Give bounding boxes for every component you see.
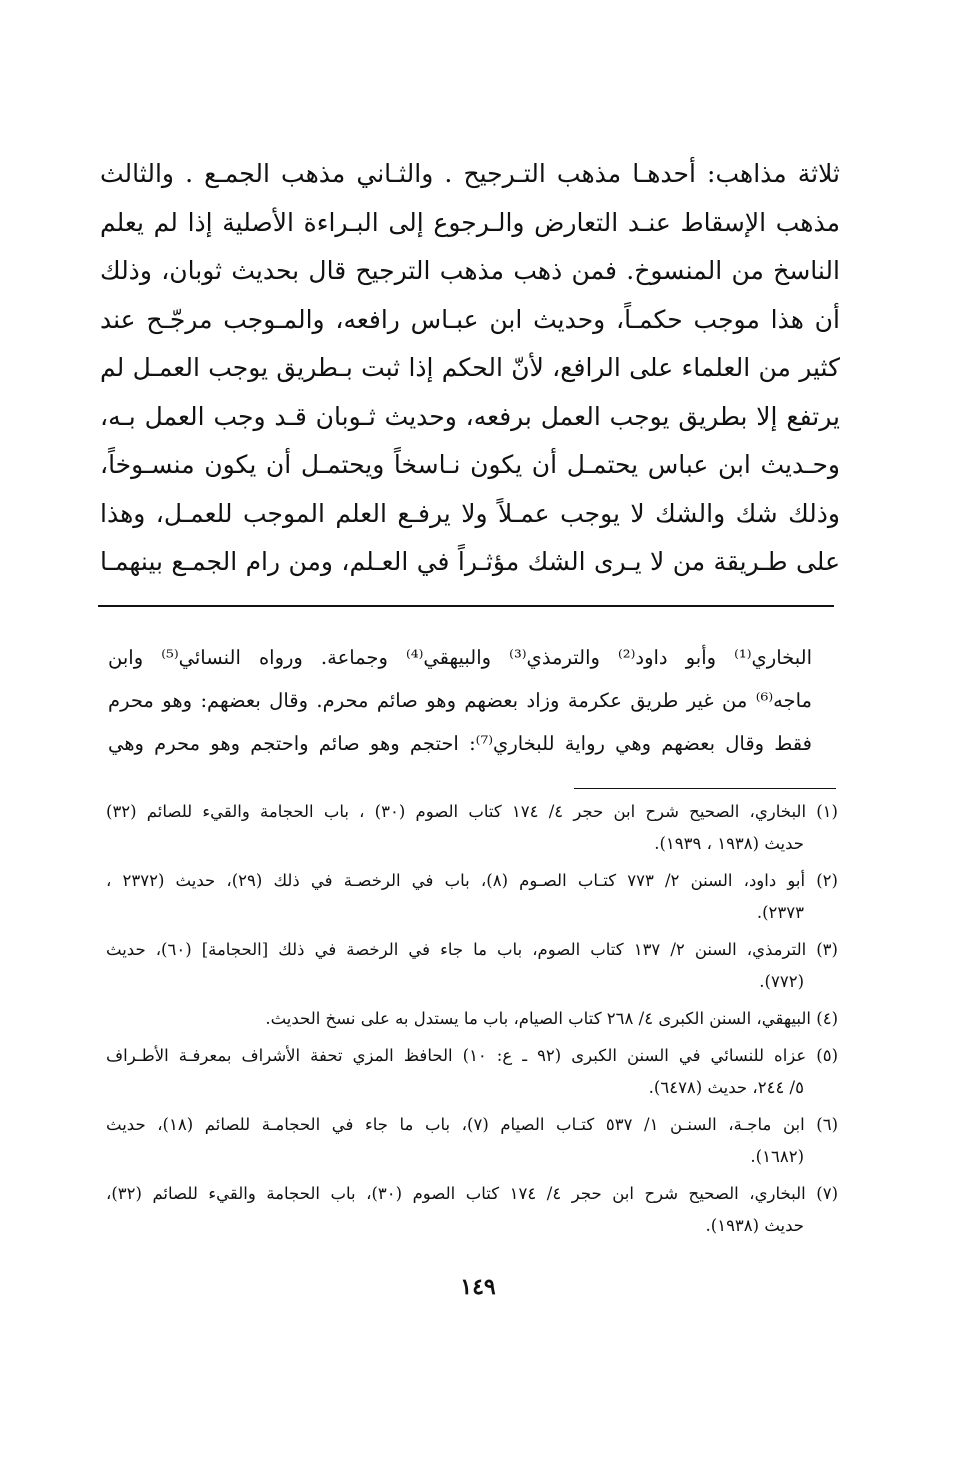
- main-text-line: مذهب الإسقاط عنـد التعارض والـرجوع إلى البـراءة الأصلية إذا لم يعلم: [100, 207, 840, 237]
- footnote-2: [106, 865, 838, 929]
- main-paragraph: [100, 150, 840, 587]
- footnote-text: (٦) ابن ماجـة، السنـن ١/ ٥٣٧ كتـاب الصيام (٧)، باب ما جاء في الحجامـة للصائم (١٨)، حديث: [106, 1115, 838, 1134]
- main-text-line: ثلاثة مذاهب: أحدهـا مذهب التـرجيح . والثـاني مذهب الجمـع . والثالث: [100, 159, 840, 188]
- footnote-text: (١٦٨٢).: [750, 1147, 804, 1166]
- footnote-4: [106, 1003, 838, 1035]
- main-text-line: يرتفع إلا بطريق يوجب العمل برفعه، وحديث ثـوبان قـد وجب العمل بـه،: [100, 401, 840, 431]
- footnote-text: (٧) البخاري، الصحيح شرح ابن حجر ٤/ ١٧٤ كتاب الصوم (٣٠)، باب الحجامة والقيء للصائم (٣٢)،: [106, 1184, 838, 1203]
- continuation-line: فقط وقال بعضهم وهي رواية للبخاري⁽⁷⁾: احتجم وهو صائم واحتجم وهو محرم وهي: [108, 732, 812, 755]
- footnote-3: [106, 934, 838, 998]
- footnote-text: حديث (١٩٣٨ ، ١٩٣٩).: [654, 834, 804, 853]
- footnote-text: (٣) الترمذي، السنن ٢/ ١٣٧ كتاب الصوم، باب ما جاء في الرخصة في ذلك [الحجامة] (٦٠)، حديث: [106, 940, 838, 959]
- main-text-line: وذلك شك والشك لا يوجب عمـلاً ولا يرفـع العلم الموجب للعمـل، وهذا: [100, 498, 840, 528]
- main-text-line: أن هذا موجب حكمـاً، وحديث ابن عبـاس رافعه، والمـوجب مرجّـح عند: [100, 304, 840, 334]
- footnote-7: [106, 1178, 838, 1242]
- main-text-line: كثير من العلماء على الرافع، لأنّ الحكم إذا ثبت بـطريق يوجب العمـل لم: [100, 353, 840, 382]
- main-text-line: الناسخ من المنسوخ. فمن ذهب مذهب الترجيح قال بحديث ثوبان، وذلك: [100, 256, 840, 285]
- footnote-text: حديث (١٩٣٨).: [705, 1216, 804, 1235]
- footnote-text: (١) البخاري، الصحيح شرح ابن حجر ٤/ ١٧٤ كتاب الصوم (٣٠) ، باب الحجامة والقيء للصائم (٣٢): [106, 802, 838, 821]
- footnote-divider: [574, 788, 836, 789]
- footnote-6: [106, 1109, 838, 1173]
- footnote-text: (٥) عزاه للنسائي في السنن الكبرى (٩٢ ـ ع: ١٠) الحافظ المزي تحفة الأشراف بمعرفـة الأطـراف: [106, 1046, 838, 1065]
- footnote-text: ٢٣٧٣).: [756, 903, 804, 922]
- continuation-line: البخاري⁽¹⁾ وأبو داود⁽²⁾ والترمذي⁽³⁾ والبيهقي⁽⁴⁾ وجماعة. ورواه النسائي⁽⁵⁾ وابن: [108, 646, 812, 669]
- footnote-1: [106, 796, 838, 860]
- footnote-text: (٧٧٢).: [759, 972, 804, 991]
- footnote-5: [106, 1040, 838, 1104]
- footnotes-list: [106, 796, 838, 1247]
- continuation-line: ماجه⁽⁶⁾ من غير طريق عكرمة وزاد بعضهم وهو صائم محرم. وقال بعضهم: وهو محرم: [108, 689, 812, 712]
- page-number: ١٤٩: [460, 1274, 496, 1300]
- footnote-text: ٥/ ٢٤٤، حديث (٦٤٧٨).: [648, 1078, 804, 1097]
- footnote-text: (٤) البيهقي، السنن الكبرى ٤/ ٢٦٨ كتاب الصيام، باب ما يستدل به على نسخ الحديث.: [265, 1009, 838, 1028]
- footnote-continuation: [108, 636, 812, 765]
- main-divider: [98, 605, 834, 607]
- main-text-line: على طـريقة من لا يـرى الشك مؤثـراً في العـلم، ومن رام الجمـع بينهمـا: [100, 547, 840, 576]
- main-text-line: وحـديث ابن عباس يحتمـل أن يكون نـاسخاً ويحتمـل أن يكون منسـوخاً،: [100, 450, 840, 479]
- footnote-text: (٢) أبو داود، السنن ٢/ ٧٧٣ كتـاب الصـوم (٨)، باب في الرخصـة في ذلك (٢٩)، حديث (٢٣٧٢ ،: [106, 871, 838, 890]
